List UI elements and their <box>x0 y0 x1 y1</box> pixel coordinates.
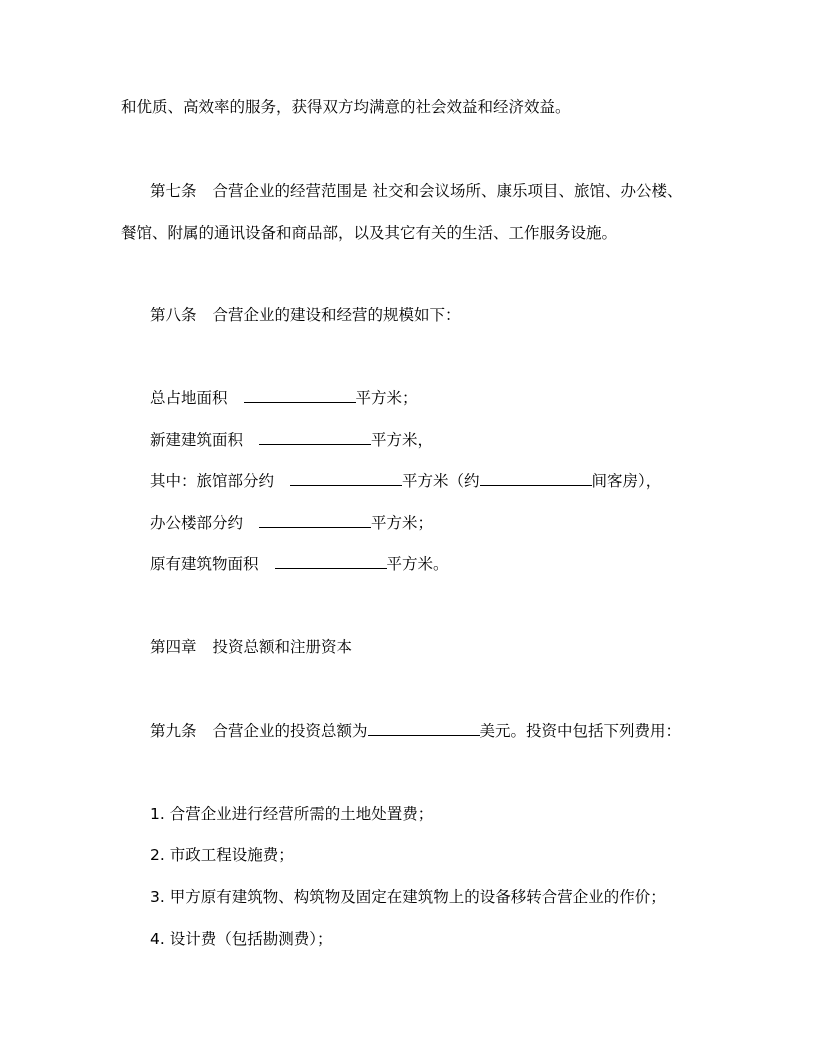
scale-total-land <box>150 388 418 408</box>
article-9 <box>150 721 681 741</box>
office-unit: 平方米； <box>371 514 434 532</box>
article-7-line-1 <box>150 181 682 201</box>
article-8 <box>150 305 461 325</box>
existing-unit: 平方米。 <box>386 555 449 573</box>
paragraph-intro-tail: 和优质、高效率的服务，获得双方均满意的社会效益和经济效益。 <box>121 98 571 116</box>
hotel-area-blank[interactable] <box>290 471 402 486</box>
scale-new-build <box>150 430 433 450</box>
article-8-label: 第八条 <box>150 306 197 324</box>
cost-item-4: 4. 设计费（包括勘测费）； <box>150 930 333 948</box>
office-blank[interactable] <box>259 513 371 528</box>
scale-office <box>150 513 433 533</box>
new-build-blank[interactable] <box>259 430 371 445</box>
article-8-text: 合营企业的建设和经营的规模如下： <box>212 306 461 324</box>
article-7-text-1: 合营企业的经营范围是 社交和会议场所、康乐项目、旅馆、办公楼、 <box>212 182 683 200</box>
total-land-blank[interactable] <box>244 388 356 403</box>
article-9-text-before: 合营企业的投资总额为 <box>212 722 368 740</box>
existing-blank[interactable] <box>275 554 387 569</box>
cost-item-3: 3. 甲方原有建筑物、构筑物及固定在建筑物上的设备移转合营企业的作价； <box>150 888 666 906</box>
article-9-label: 第九条 <box>150 722 197 740</box>
hotel-rooms-unit: 间客房）， <box>591 472 662 490</box>
hotel-rooms-blank[interactable] <box>480 471 592 486</box>
total-land-label: 总占地面积 <box>150 389 228 407</box>
existing-label: 原有建筑物面积 <box>150 555 259 573</box>
article-7-line-2: 餐馆、附属的通讯设备和商品部，以及其它有关的生活、工作服务设施。 <box>121 224 618 242</box>
new-build-label: 新建建筑面积 <box>150 431 244 449</box>
cost-item-2: 2. 市政工程设施费； <box>150 846 294 864</box>
article-7-label: 第七条 <box>150 182 197 200</box>
new-build-unit: 平方米， <box>371 431 434 449</box>
cost-item-1: 1. 合营企业进行经营所需的土地处置费； <box>150 805 434 823</box>
hotel-unit: 平方米（约 <box>402 472 480 490</box>
article-9-text-after: 美元。投资中包括下列费用： <box>479 722 682 740</box>
total-land-unit: 平方米； <box>355 389 418 407</box>
office-label: 办公楼部分约 <box>150 514 244 532</box>
chapter-4-heading <box>150 637 352 657</box>
chapter-4-label: 第四章 <box>150 638 197 656</box>
total-investment-blank[interactable] <box>368 721 480 736</box>
scale-hotel <box>150 471 661 491</box>
scale-existing <box>150 554 449 574</box>
hotel-label: 其中：旅馆部分约 <box>150 472 275 490</box>
chapter-4-title: 投资总额和注册资本 <box>212 638 353 656</box>
